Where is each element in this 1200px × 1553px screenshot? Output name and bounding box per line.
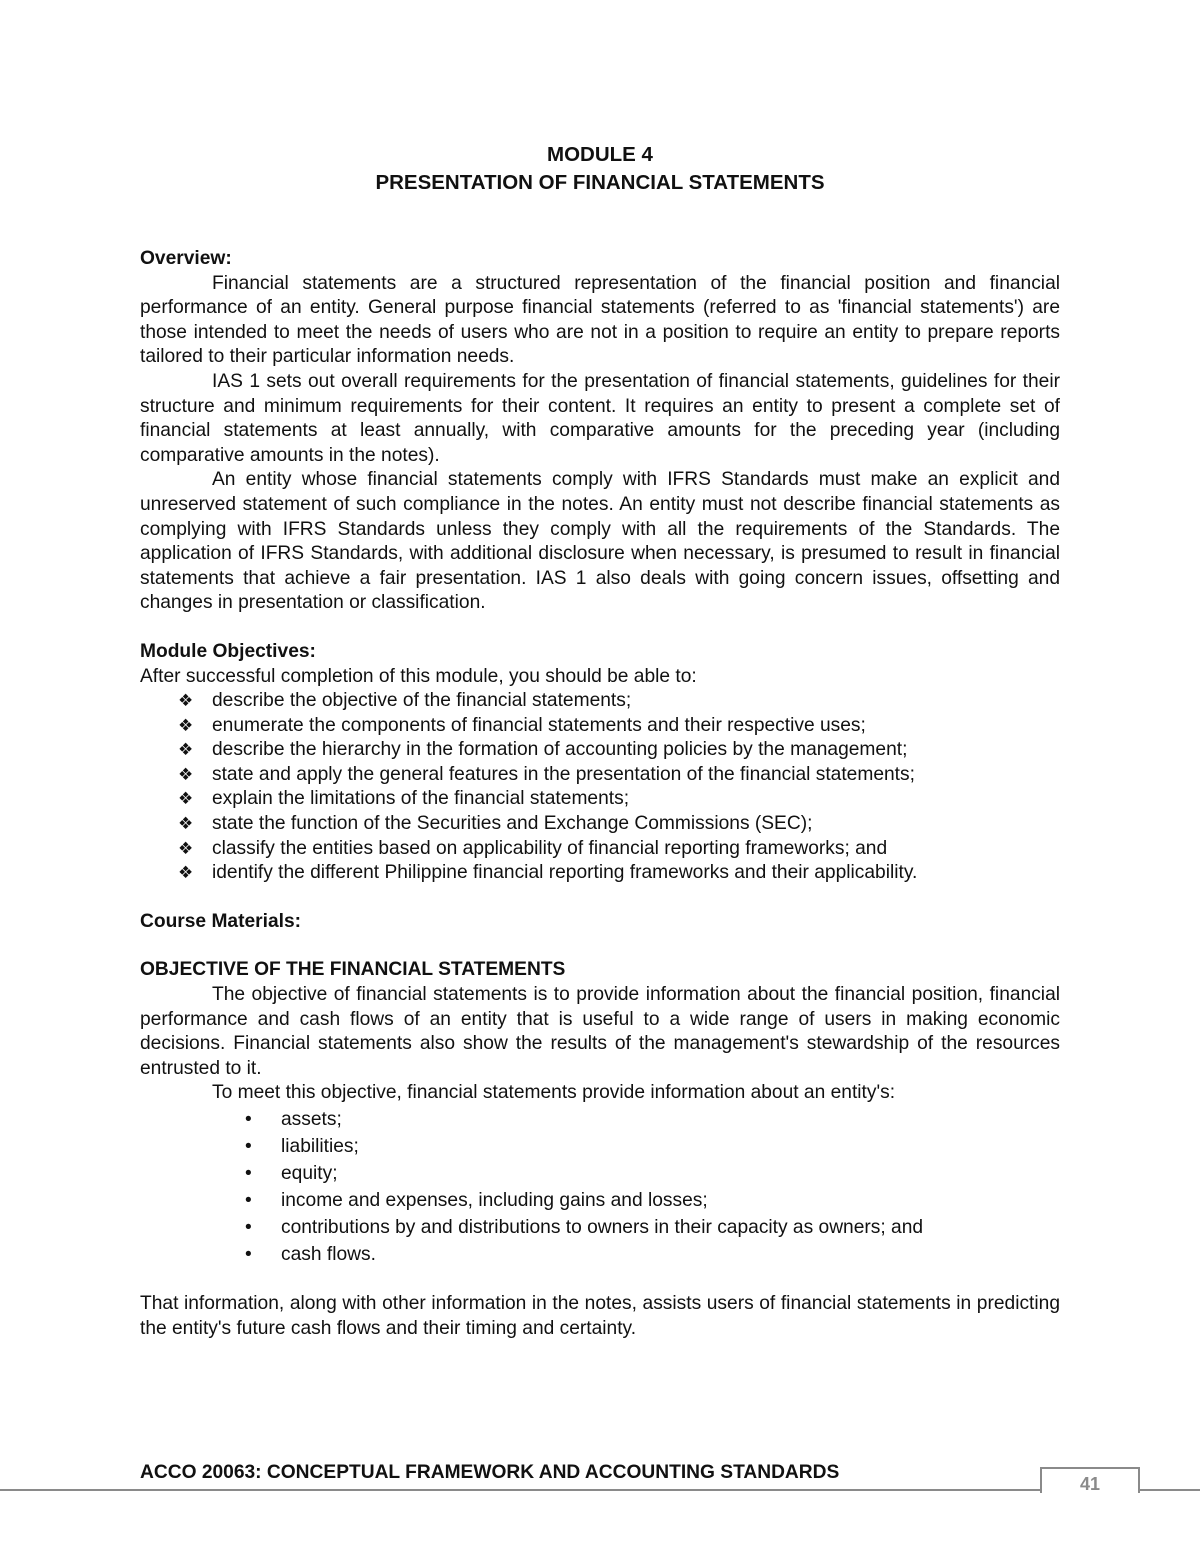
objective-text: state and apply the general features in the presentation of the financial statements; — [212, 763, 915, 785]
objective-text: state the function of the Securities and Exchange Commissions (SEC); — [212, 813, 813, 835]
diamond-bullet-icon: ❖ — [178, 715, 194, 735]
objective-text: describe the objective of the financial statements; — [212, 690, 632, 712]
objective-text: describe the hierarchy in the formation of accounting policies by the management; — [212, 739, 908, 761]
document-page — [140, 141, 1060, 1341]
diamond-bullet-icon: ❖ — [178, 863, 194, 883]
information-text: income and expenses, including gains and losses; — [281, 1190, 708, 1211]
diamond-bullet-icon: ❖ — [178, 814, 194, 834]
objective-text: enumerate the components of financial statements and their respective uses; — [212, 714, 866, 736]
diamond-bullet-icon: ❖ — [178, 789, 194, 809]
information-text: contributions by and distributions to owners in their capacity as owners; and — [281, 1217, 924, 1238]
list-item — [140, 714, 1060, 739]
objective-section — [140, 958, 1060, 1341]
materials-heading: Course Materials: — [140, 910, 302, 932]
objectives-list — [140, 689, 1060, 886]
list-item — [140, 1214, 1060, 1241]
list-item — [140, 837, 1060, 862]
objective-text: identify the different Philippine financial reporting frameworks and their applicability. — [212, 862, 918, 884]
list-item — [140, 763, 1060, 788]
diamond-bullet-icon: ❖ — [178, 838, 194, 858]
bullet-icon: • — [245, 1136, 252, 1157]
bullet-icon: • — [245, 1190, 252, 1211]
objectives-intro: After successful completion of this module, you should be able to: — [140, 665, 697, 687]
information-list — [140, 1106, 1060, 1268]
objectives-heading: Module Objectives: — [140, 640, 316, 662]
list-item — [140, 1160, 1060, 1187]
objective-text: classify the entities based on applicability of financial reporting frameworks; and — [212, 837, 888, 859]
list-item — [140, 738, 1060, 763]
list-item — [140, 1241, 1060, 1268]
information-text: cash flows. — [281, 1244, 376, 1265]
overview-paragraph-1: Financial statements are a structured representation of the financial position and financial performance of an entity. General purpose financial statements (referred to as 'financial statements') are those intended to meet the needs of users who are not in a position to require an entity to prepare reports tailored to their particular information needs. — [140, 272, 1060, 368]
list-item — [140, 1106, 1060, 1133]
bullet-icon: • — [245, 1217, 252, 1238]
list-item — [140, 812, 1060, 837]
bullet-icon: • — [245, 1244, 252, 1265]
section-paragraph-1: The objective of financial statements is to provide information about the financial position, financial performance and cash flows of an entity that is useful to a wide range of users in making economic decisions. Financial statements also show the results of the management's stewardship of the resources entrusted to it. — [140, 984, 1060, 1079]
section-heading: OBJECTIVE OF THE FINANCIAL STATEMENTS — [140, 959, 566, 981]
list-item — [140, 1133, 1060, 1160]
materials-section — [140, 910, 1060, 935]
module-title — [140, 141, 1060, 197]
footer-divider — [0, 1489, 1200, 1491]
module-name: PRESENTATION OF FINANCIAL STATEMENTS — [375, 171, 825, 194]
list-item — [140, 861, 1060, 886]
information-text: equity; — [281, 1163, 338, 1184]
overview-paragraph-2: IAS 1 sets out overall requirements for the presentation of financial statements, guidelines for their structure and minimum requirements for their content. It requires an entity to present a complete set of financial statements at least annually, with comparative amounts for the preceding year (including comparative amounts in the notes). — [140, 370, 1060, 466]
bullet-icon: • — [245, 1109, 252, 1130]
closing-paragraph: That information, along with other information in the notes, assists users of financial statements in predicting the entity's future cash flows and their timing and certainty. — [140, 1293, 1060, 1339]
diamond-bullet-icon: ❖ — [178, 691, 194, 711]
overview-section — [140, 247, 1060, 616]
information-text: liabilities; — [281, 1136, 359, 1157]
overview-paragraph-3: An entity whose financial statements comply with IFRS Standards must make an explicit and unreserved statement of such compliance in the notes. An entity must not describe financial statements as complying with IFRS Standards unless they comply with all the requirements of the Standards. The application of IFRS Standards, with additional disclosure when necessary, is presumed to result in financial statements that achieve a fair presentation. IAS 1 also deals with going concern issues, offsetting and changes in presentation or classification. — [140, 469, 1060, 614]
overview-heading: Overview: — [140, 248, 232, 269]
objectives-section — [140, 640, 1060, 886]
information-text: assets; — [281, 1109, 342, 1130]
bullet-icon: • — [245, 1163, 252, 1184]
module-number: MODULE 4 — [547, 143, 653, 166]
section-paragraph-2: To meet this objective, financial statements provide information about an entity's: — [212, 1082, 896, 1104]
list-item — [140, 787, 1060, 812]
diamond-bullet-icon: ❖ — [178, 740, 194, 760]
diamond-bullet-icon: ❖ — [178, 764, 194, 784]
list-item — [140, 1187, 1060, 1214]
objective-text: explain the limitations of the financial statements; — [212, 788, 630, 810]
list-item — [140, 689, 1060, 714]
footer-course-title: ACCO 20063: CONCEPTUAL FRAMEWORK AND ACCOUNTING STANDARDS — [140, 1462, 840, 1483]
page-number: 41 — [1040, 1467, 1140, 1493]
